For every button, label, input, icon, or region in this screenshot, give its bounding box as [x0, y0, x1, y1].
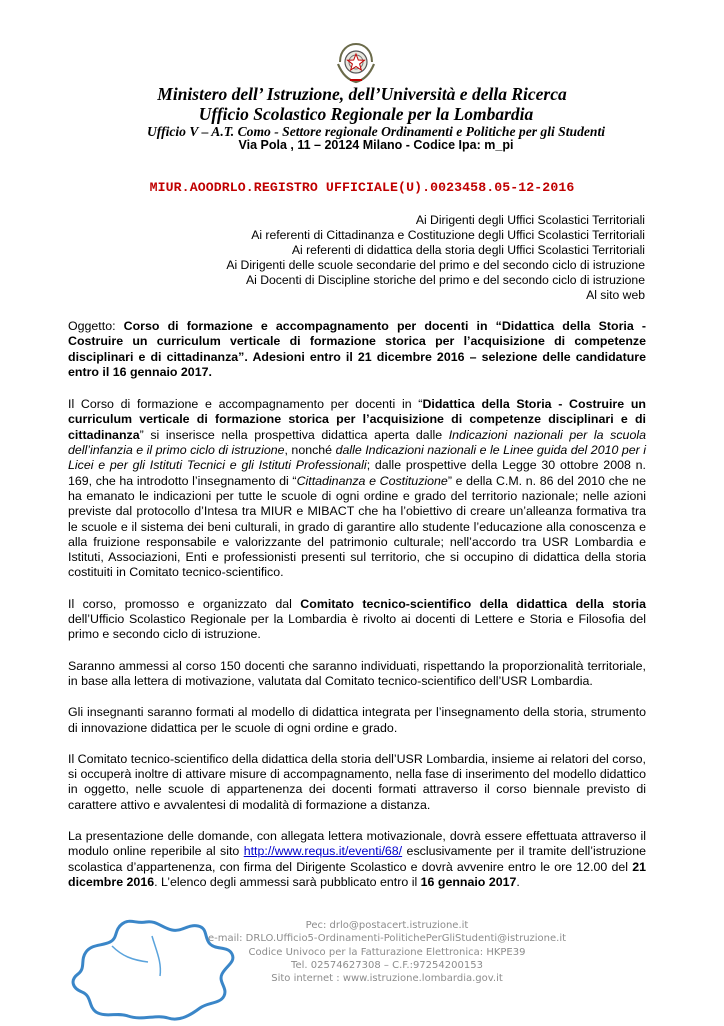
- text-run: dalle Indicazioni nazionali e le Linee guida del 2010 per i Licei e per gli Istituti Tecnici e gli Istituti Professionali: [68, 443, 646, 473]
- footer-pec: Pec: drlo@postacert.istruzione.it: [305, 920, 469, 931]
- deadline-date: 21 dicembre 2016: [68, 859, 646, 889]
- department-title: Ufficio V – A.T. Como - Settore regionale Ordinamenti e Politiche per gli Studenti: [146, 124, 606, 139]
- committee-name: Comitato tecnico-scientifico della didattica della storia: [300, 596, 646, 611]
- text-run: La presentazione delle domande, con allegata lettera motivazionale, dovrà essere effettuata attraverso il modulo online reperibile al sito: [68, 829, 646, 859]
- subject-paragraph: [68, 319, 646, 380]
- republic-emblem-icon: [334, 40, 378, 86]
- course-title: Didattica della Storia - Costruire un curriculum verticale di formazione storica per l’acquisizione di competenze disciplinari e di cittadinanza: [68, 397, 646, 442]
- text-run: Il Corso di formazione e accompagnamento per docenti in “: [68, 397, 423, 412]
- footer-website: Sito internet : www.istruzione.lombardia.gov.it: [271, 973, 503, 985]
- ministry-title: Ministero dell’ Istruzione, dell’Università e della Ricerca: [157, 84, 567, 104]
- paragraph-2: [68, 597, 646, 643]
- letter-body: [68, 319, 646, 906]
- paragraph-4: Gli insegnanti saranno formati al modello di didattica integrata per l’insegnamento della storia, strumento di innovazione didattica per le scuole di ogni ordine e grado.: [68, 705, 646, 735]
- paragraph-5: Il Comitato tecnico-scientifico della didattica della storia dell’USR Lombardia, insieme ai relatori del corso, si occuperà inoltre di attivare misure di accompagnamento, nella fase di inserimento del modello didattico in oggetto, nelle scuole di appartenenza dei docenti formati attraverso il corso biennale previsto di carattere attivo e avvalentesi di modalità di formazione a distanza.: [68, 751, 646, 812]
- text-run: ; dalle prospettive della Legge 30 ottobre 2008 n. 169, che ha introdotto l’insegnamento di “: [68, 458, 646, 488]
- paragraph-1: [68, 397, 646, 581]
- footer-email: e-mail: DRLO.Ufficio5-Ordinamenti-PolitichePerGliStudenti@istruzione.it: [207, 933, 567, 945]
- text-run: Il corso, promosso e organizzato dal: [68, 596, 301, 611]
- subject-label: Oggetto:: [68, 319, 116, 333]
- text-run: esclusivamente per il tramite dell’istruzione scolastica d’appartenenza, con firma del Dirigente Scolastico e dovrà avvenire entro le ore 12.00 del: [68, 844, 646, 874]
- recipient-item: Ai referenti di Cittadinanza e Costituzione degli Uffici Scolastici Territoriali: [251, 228, 645, 242]
- recipients-list: [226, 213, 645, 303]
- paragraph-3: Saranno ammessi al corso 150 docenti che saranno individuati, rispettando la proporzionalità territoriale, in base alla lettera di motivazione, valutata dal Comitato tecnico-scientifico dell’USR Lombardia.: [68, 658, 646, 688]
- office-address: Via Pola , 11 – 20124 Milano - Codice Ipa: m_pi: [238, 138, 514, 152]
- text-run: dell’Ufficio Scolastico Regionale per la Lombardia è rivolto ai docenti di Lettere e Storia e Filosofia del primo e secondo ciclo di istruzione.: [68, 612, 646, 642]
- recipient-item: Al sito web: [586, 288, 645, 302]
- text-run: Indicazioni nazionali per la scuola dell’infanzia e il primo ciclo di istruzione: [68, 427, 646, 458]
- publication-date: 16 gennaio 2017: [420, 874, 517, 889]
- recipient-item: Ai referenti di didattica della storia degli Uffici Scolastici Territoriali: [291, 243, 645, 257]
- text-run: . L’elenco degli ammessi sarà pubblicato entro il: [154, 874, 421, 889]
- text-run: ” e della C.M. n. 86 del 2010 che ne ha emanato le indicazioni per tutte le scuole di ogni ordine e grado del territorio nazionale; nelle azioni previste dal protocollo d’Intesa tra MIUR e MIBACT che ha l’obiettivo di creare un’alleanza formativa tra le scuole e il sistema dei beni culturali, in grado di garantire allo studente l’educazione alla conoscenza e alla fruizione responsabile e valorizzante del patrimonio culturale; nell’accordo tra USR Lombardia e Istituti, Associazioni, Enti e professionisti presenti sul territorio, che si occupino di didattica della storia costituiti in Comitato tecnico-scientifico.: [68, 473, 647, 580]
- footer-phone: Tel. 02574627308 – C.F.:97254200153: [291, 959, 483, 971]
- text-run: ” si inserisce nella prospettiva didattica aperta dalle: [139, 427, 449, 442]
- recipient-item: Ai Dirigenti delle scuole secondarie del primo e del secondo ciclo di istruzione: [226, 258, 645, 272]
- letter-footer: [150, 919, 624, 985]
- protocol-number: MIUR.AOODRLO.REGISTRO UFFICIALE(U).0023458.05-12-2016: [149, 180, 575, 195]
- office-title: Ufficio Scolastico Regionale per la Lombardia: [198, 104, 534, 124]
- paragraph-6: [68, 829, 646, 890]
- recipient-item: Ai Dirigenti degli Uffici Scolastici Territoriali: [415, 213, 645, 227]
- text-run: .: [516, 874, 520, 889]
- recipient-item: Ai Docenti di Discipline storiche del primo e del secondo ciclo di istruzione: [246, 273, 645, 287]
- text-run: Cittadinanza e Costituzione: [296, 473, 448, 488]
- subject-text: Corso di formazione e accompagnamento per docenti in “Didattica della Storia - Costruire un curriculum verticale di formazione storica per l’acquisizione di competenze disciplinari e di cittadinanza”. Adesioni entro il 21 dicembre 2016 – selezione delle candidature entro il 16 gennaio 2017.: [68, 319, 646, 379]
- registration-link[interactable]: http://www.requs.it/eventi/68/: [243, 844, 403, 859]
- text-run: , nonché: [284, 443, 336, 458]
- footer-billing-code: Codice Univoco per la Fatturazione Elettronica: HKPE39: [248, 946, 526, 958]
